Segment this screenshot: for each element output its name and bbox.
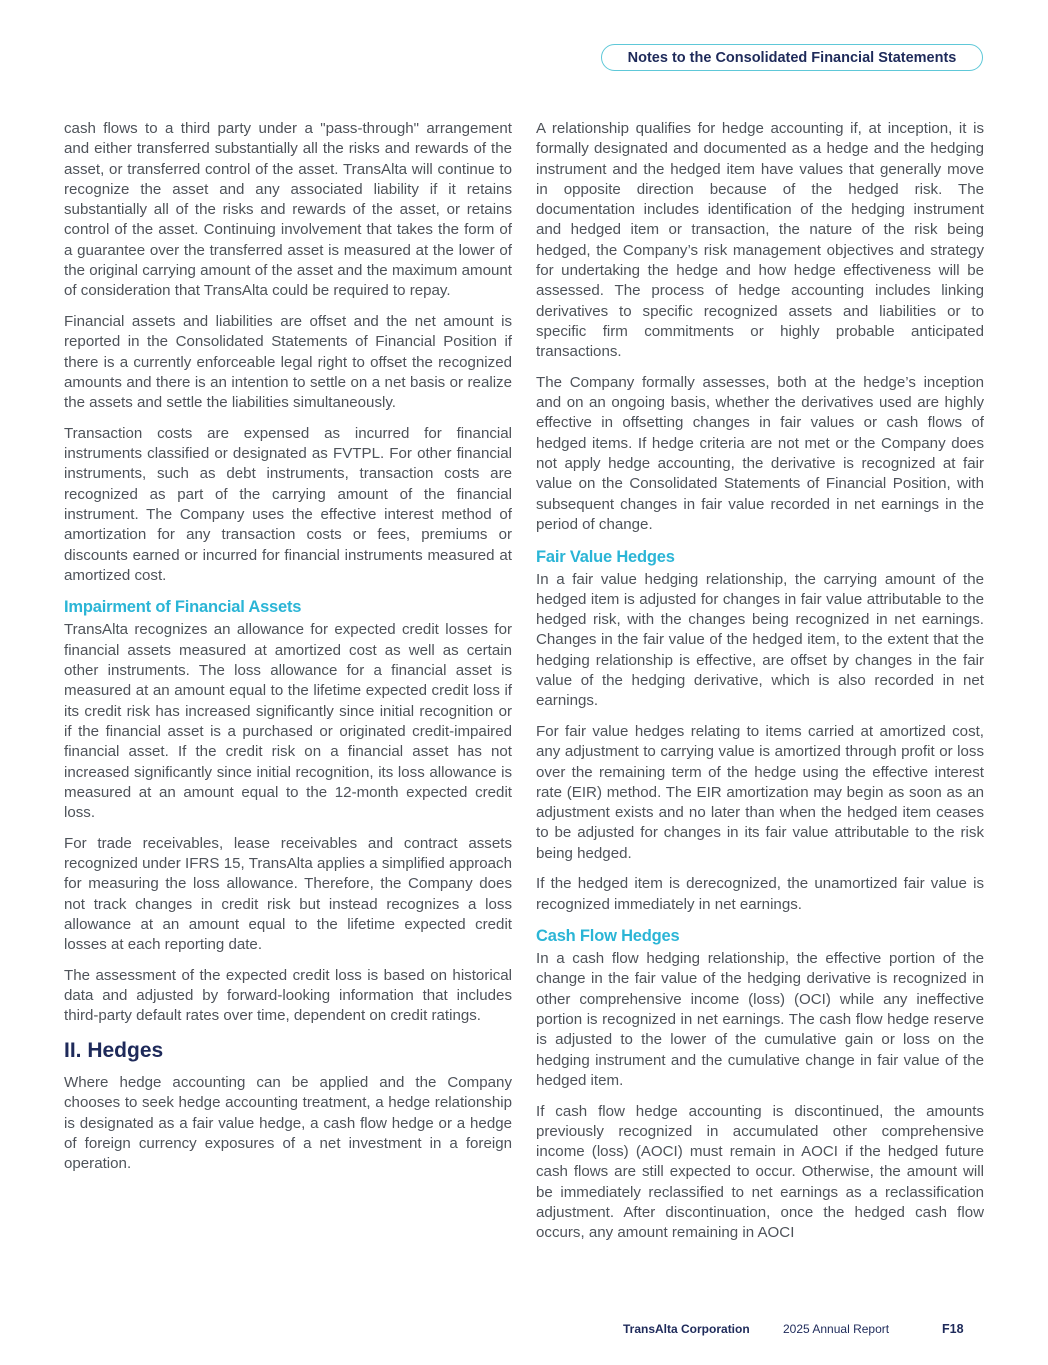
right-column — [536, 119, 984, 1254]
paragraph: A relationship qualifies for hedge accounting if, at inception, it is formally designated and documented as a hedge and the hedging instrument and the hedged item have values that generally move in opposite direction because of the hedged risk. The documentation includes identification of the hedging instrument and hedged item or transaction, the nature of the risk being hedged, the Company’s risk management objectives and strategy for undertaking the hedge and how hedge effectiveness will be assessed. The process of hedge accounting includes linking derivatives to specific recognized assets and liabilities or to specific firm commitments or highly probable anticipated transactions. — [536, 120, 984, 361]
section-title-badge — [601, 44, 983, 71]
footer-report: 2025 Annual Report — [783, 1322, 890, 1336]
page-footer — [0, 1322, 1048, 1340]
footer-company: TransAlta Corporation — [623, 1322, 750, 1336]
paragraph: Financial assets and liabilities are offset and the net amount is reported in the Consolidated Statements of Financial Position if there is a currently enforceable legal right to offset the recognized amounts and there is an intention to settle on a net basis or realize the assets and settle the liabilities simultaneously. — [64, 312, 512, 412]
paragraph: If cash flow hedge accounting is discontinued, the amounts previously recognized in accumulated other comprehensive income (loss) (AOCI) must remain in AOCI if the hedged future cash flows are still expected to occur. Otherwise, the amount will be immediately reclassified to net earnings as a reclassification adjustment. After discontinuation, once the hedged cash flow occurs, any amount remaining in AOCI — [536, 1102, 984, 1242]
paragraph: If the hedged item is derecognized, the unamortized fair value is recognized immediately in net earnings. — [536, 875, 984, 913]
paragraph: TransAlta recognizes an allowance for expected credit losses for financial assets measured at amortized cost as well as certain other instruments. The loss allowance for a financial asset is measured at an amount equal to the lifetime expected credit loss if its credit risk has increased significantly since initial recognition or if the financial asset is a purchased or originated credit-impaired financial asset. If the credit risk on a financial asset has not increased significantly since initial recognition, its loss allowance is measured at an amount equal to the 12-month expected credit loss. — [64, 621, 512, 822]
left-column — [64, 119, 512, 1185]
hedges-heading: II. Hedges — [64, 1038, 164, 1062]
paragraph: In a cash flow hedging relationship, the effective portion of the change in the fair value of the hedging derivative is recognized in other comprehensive income (loss) (OCI) while any ineffective portion is recognized in net earnings. The cash flow hedge reserve is adjusted to the lower of the cumulative gain or loss on the hedging instrument and the cumulative change in fair value of the hedged item. — [536, 950, 984, 1089]
page-number: F18 — [942, 1322, 964, 1336]
paragraph: The assessment of the expected credit loss is based on historical data and adjusted by forward-looking information that includes third-party default rates over time, dependent on credit ratings. — [64, 966, 512, 1025]
paragraph: Transaction costs are expensed as incurred for financial instruments classified or designated as FVTPL. For other financial instruments, such as debt instruments, transaction costs are recognized as part of the carrying amount of the financial instrument. The Company uses the effective interest method of amortization for any transaction costs or fees, premiums or discounts earned or incurred for financial instruments measured at amortized cost. — [64, 424, 512, 584]
paragraph: Where hedge accounting can be applied and the Company chooses to seek hedge accounting treatment, a hedge relationship is designated as a fair value hedge, a cash flow hedge or a hedge of foreign currency exposures of a net investment in a foreign operation. — [64, 1073, 512, 1173]
fair-value-hedges-heading: Fair Value Hedges — [536, 547, 675, 566]
paragraph: For fair value hedges relating to items carried at amortized cost, any adjustment to carrying value is amortized through profit or loss over the remaining term of the hedge using the effective interest rate (EIR) method. The EIR amortization may begin as soon as an adjustment exists and no later than when the hedged item ceases to be adjusted for changes in its fair value attributable to the risk being hedged. — [536, 722, 984, 862]
paragraph: For trade receivables, lease receivables and contract assets recognized under IFRS 15, TransAlta applies a simplified approach for measuring the loss allowance. Therefore, the Company does not track changes in credit risk but instead recognizes a loss allowance at an amount equal to the lifetime expected credit losses at each reporting date. — [64, 834, 512, 954]
paragraph: cash flows to a third party under a "pass-through" arrangement and either transferred substantially all the risks and rewards of the asset, or transferred control of the asset. TransAlta will continue to recognize the asset and any associated liability if it retains substantially all of the risks and rewards of the asset, or retains control of the asset. Continuing involvement that takes the form of a guarantee over the transferred asset is measured at the lower of the original carrying amount of the asset and the maximum amount of consideration that TransAlta could be required to repay. — [64, 120, 512, 300]
paragraph: In a fair value hedging relationship, the carrying amount of the hedged item is adjusted for changes in fair value attributable to the hedged risk, with the changes being recognized in net earnings. Changes in the fair value of the hedged item, to the extent that the hedging relationship is effective, are offset by changes in the fair value of the hedging derivative, which is also recorded in net earnings. — [536, 570, 984, 710]
cash-flow-hedges-heading: Cash Flow Hedges — [536, 927, 680, 946]
section-title: Notes to the Consolidated Financial Statements — [627, 49, 957, 66]
paragraph: The Company formally assesses, both at the hedge’s inception and on an ongoing basis, whether the derivatives used are highly effective in offsetting changes in fair values or cash flows of hedged items. If hedge criteria are not met or the Company does not apply hedge accounting, the derivative is recognized at fair value on the Consolidated Statements of Financial Position, with subsequent changes in fair value recorded in net earnings in the period of change. — [536, 373, 984, 533]
impairment-heading: Impairment of Financial Assets — [64, 598, 302, 617]
